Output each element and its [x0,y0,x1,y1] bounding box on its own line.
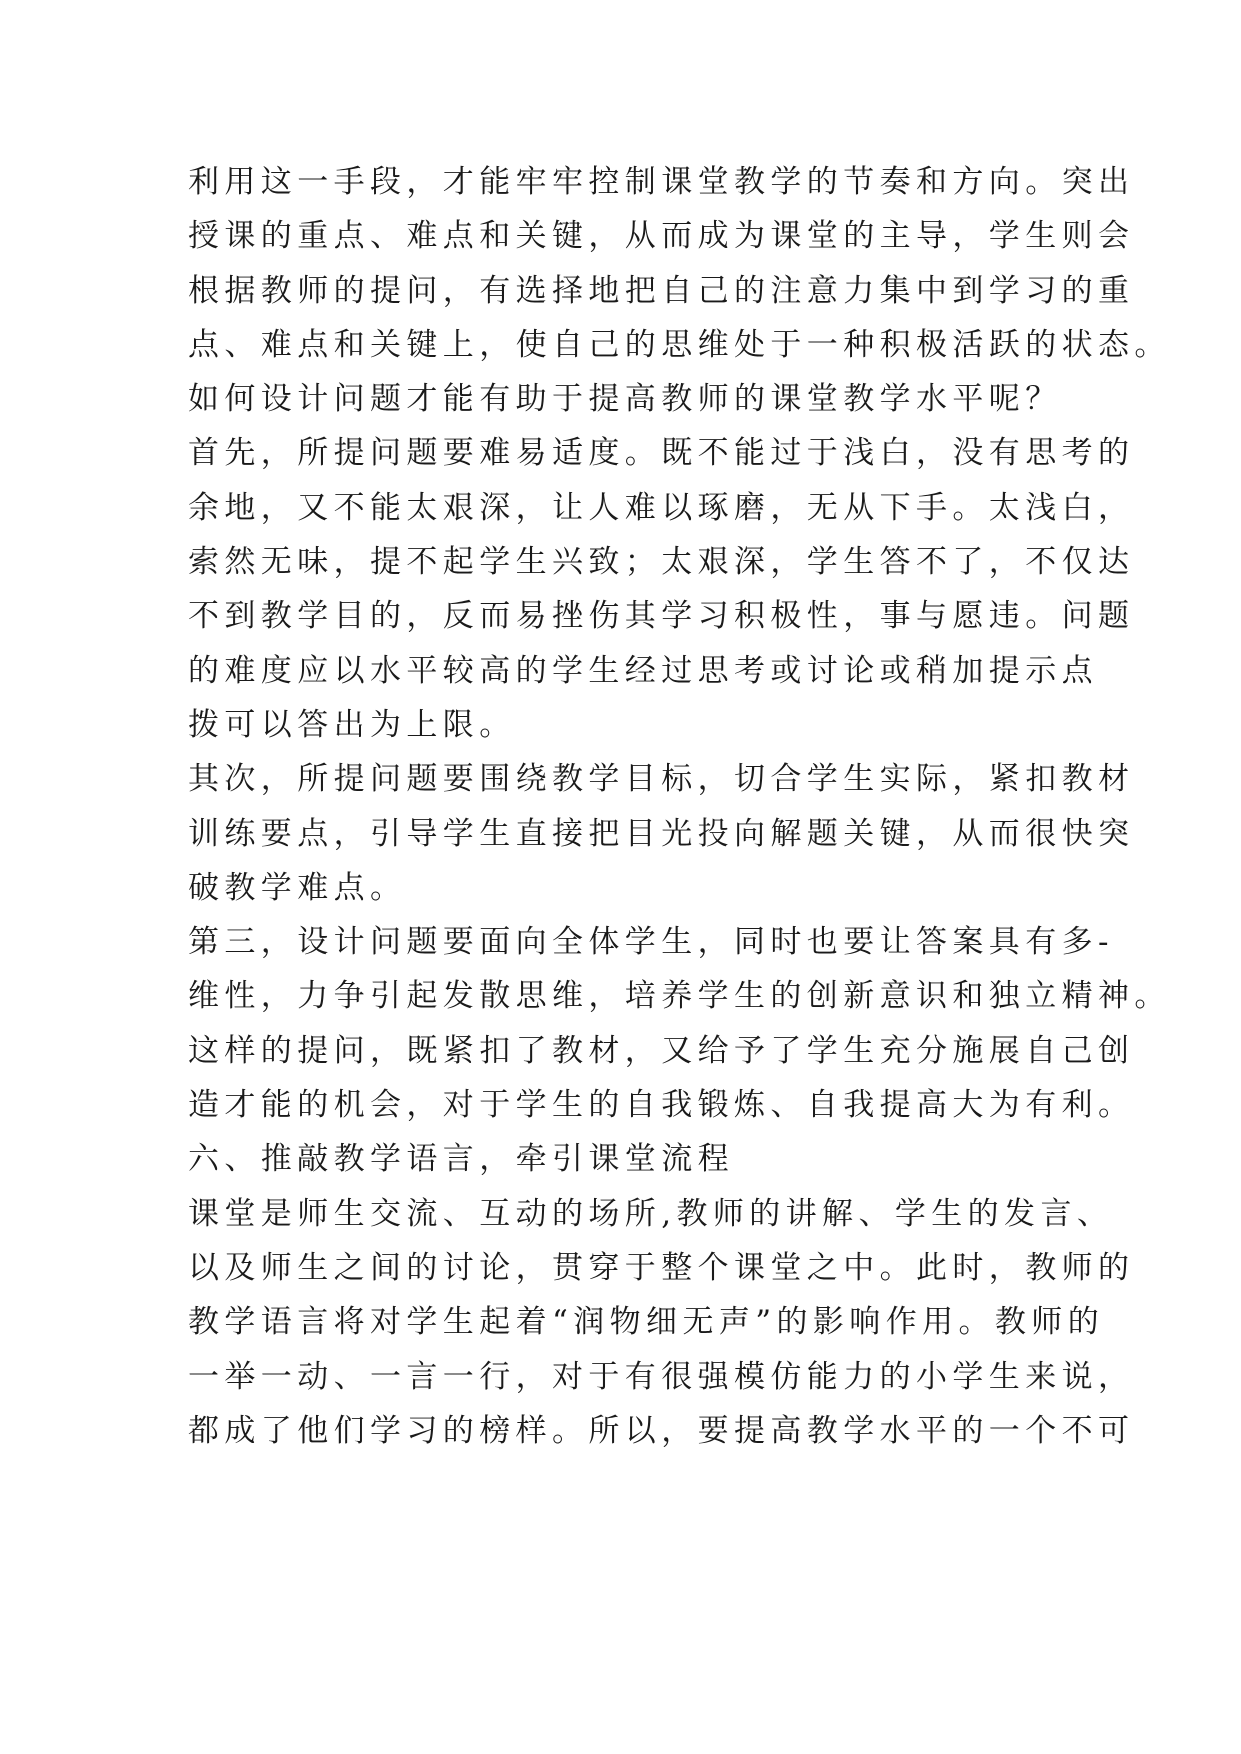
text-line: 索然无味，提不起学生兴致；太艰深，学生答不了，不仅达 [188,544,1135,581]
text-line: 造才能的机会，对于学生的自我锻炼、自我提高大为有利。 [188,1087,1135,1124]
text-line: 首先，所提问题要难易适度。既不能过于浅白，没有思考的 [188,435,1135,472]
text-line: 都成了他们学习的榜样。所以，要提高教学水平的一个不可 [188,1412,1135,1449]
text-line: 余地，又不能太艰深，让人难以琢磨，无从下手。太浅白， [188,489,1135,526]
text-line: 维性，力争引起发散思维，培养学生的创新意识和独立精神。 [188,978,1171,1015]
text-line: 利用这一手段，才能牢牢控制课堂教学的节奏和方向。突出 [188,164,1135,200]
text-line: 破教学难点。 [188,869,407,906]
text-line: 根据教师的提问，有选择地把自己的注意力集中到学习的重 [188,272,1135,309]
text-line: 第三，设计问题要面向全体学生，同时也要让答案具有多- [188,924,1114,961]
text-line: 授课的重点、难点和关键，从而成为课堂的主导，学生则会 [188,218,1135,255]
text-line: 的难度应以水平较高的学生经过思考或讨论或稍加提示点 [188,652,1098,689]
text-line: 训练要点，引导学生直接把目光投向解题关键，从而很快突 [188,815,1135,852]
text-line: 以及师生之间的讨论，贯穿于整个课堂之中。此时，教师的 [188,1249,1135,1286]
body-text [188,155,1171,1458]
text-line: 不到教学目的，反而易挫伤其学习积极性，事与愿违。问题 [188,598,1135,635]
text-line: 一举一动、一言一行，对于有很强模仿能力的小学生来说， [188,1358,1135,1395]
text-line: 课堂是师生交流、互动的场所,教师的讲解、学生的发言、 [188,1195,1114,1232]
text-line: 这样的提问，既紧扣了教材，又给予了学生充分施展自己创 [188,1032,1135,1069]
text-line: 如何设计问题才能有助于提高教师的课堂教学水平呢？ [188,381,1062,418]
text-line: 点、难点和关键上，使自己的思维处于一种积极活跃的状态。 [188,326,1171,363]
text-line: 拨可以答出为上限。 [188,706,516,743]
section-heading: 六、推敲教学语言，牵引课堂流程 [188,1141,734,1178]
text-line: 教学语言将对学生起着“润物细无声”的影响作用。教师的 [188,1304,1105,1341]
text-line: 其次，所提问题要围绕教学目标，切合学生实际，紧扣教材 [188,761,1135,798]
